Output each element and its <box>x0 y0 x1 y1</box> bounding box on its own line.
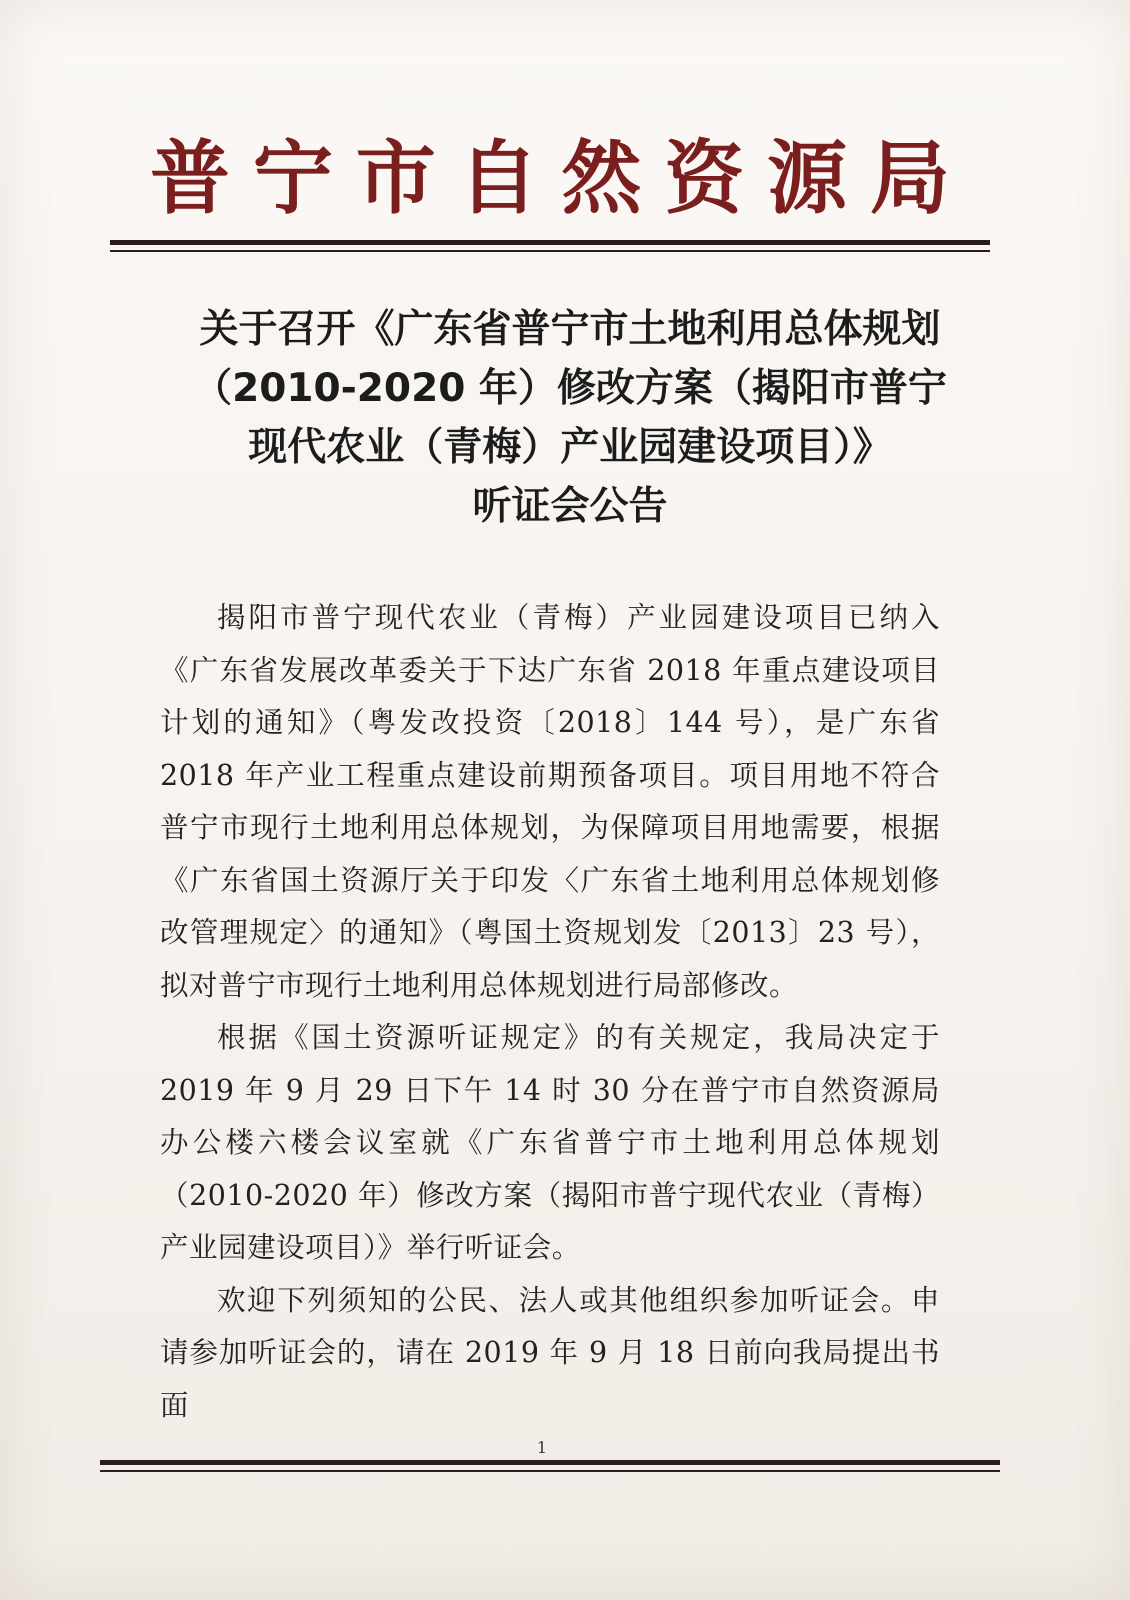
body-paragraph: 欢迎下列须知的公民、法人或其他组织参加听证会。申请参加听证会的，请在 2019 年 9 月 18 日前向我局提出书面 <box>160 1283 940 1422</box>
title-line: 听证会公告 <box>472 484 668 529</box>
body-paragraph: 揭阳市普宁现代农业（青梅）产业园建设项目已纳入《广东省发展改革委关于下达广东省 2018 年重点建设项目计划的通知》（粤发改投资〔2018〕144 号），是广东省 2018 年产业工程重点建设前期预备项目。项目用地不符合普宁市现行土地利用总体规划，为保障项目用地需要，根据《广东省国土资源厅关于印发〈广东省土地利用总体规划修改管理规定〉的通知》（粤国土资规划发〔2013〕23 号），拟对普宁市现行土地利用总体规划进行局部修改。 <box>160 601 940 1002</box>
header-char: 然 <box>561 131 642 225</box>
header-char: 自 <box>458 131 539 225</box>
body-paragraph: 根据《国土资源听证规定》的有关规定，我局决定于 2019 年 9 月 29 日下午 14 时 30 分在普宁市自然资源局办公楼六楼会议室就《广东省普宁市土地利用总体规划（2010-2020 年）修改方案（揭阳市普宁现代农业（青梅）产业园建设项目）》举行听证会。 <box>160 1021 940 1264</box>
header-char: 局 <box>869 131 950 225</box>
issuing-authority-header <box>150 128 950 228</box>
title-line: 关于召开《广东省普宁市土地利用总体规划 <box>199 307 941 352</box>
header-char: 宁 <box>252 131 333 225</box>
header-char: 普 <box>150 131 230 225</box>
footer-divider-thick <box>100 1460 1000 1465</box>
document-title <box>140 300 1000 536</box>
page-number: 1 <box>536 1438 548 1457</box>
title-line: 现代农业（青梅）产业园建设项目）》 <box>248 425 892 470</box>
header-divider-thin <box>110 250 990 252</box>
document-body <box>160 592 940 1432</box>
header-char: 市 <box>355 131 436 225</box>
header-char: 资 <box>664 131 745 225</box>
header-divider-thick <box>110 240 990 245</box>
header-char: 源 <box>767 131 848 225</box>
footer-divider-thin <box>100 1470 1000 1472</box>
title-line: （2010-2020 年）修改方案（揭阳市普宁 <box>193 366 947 411</box>
